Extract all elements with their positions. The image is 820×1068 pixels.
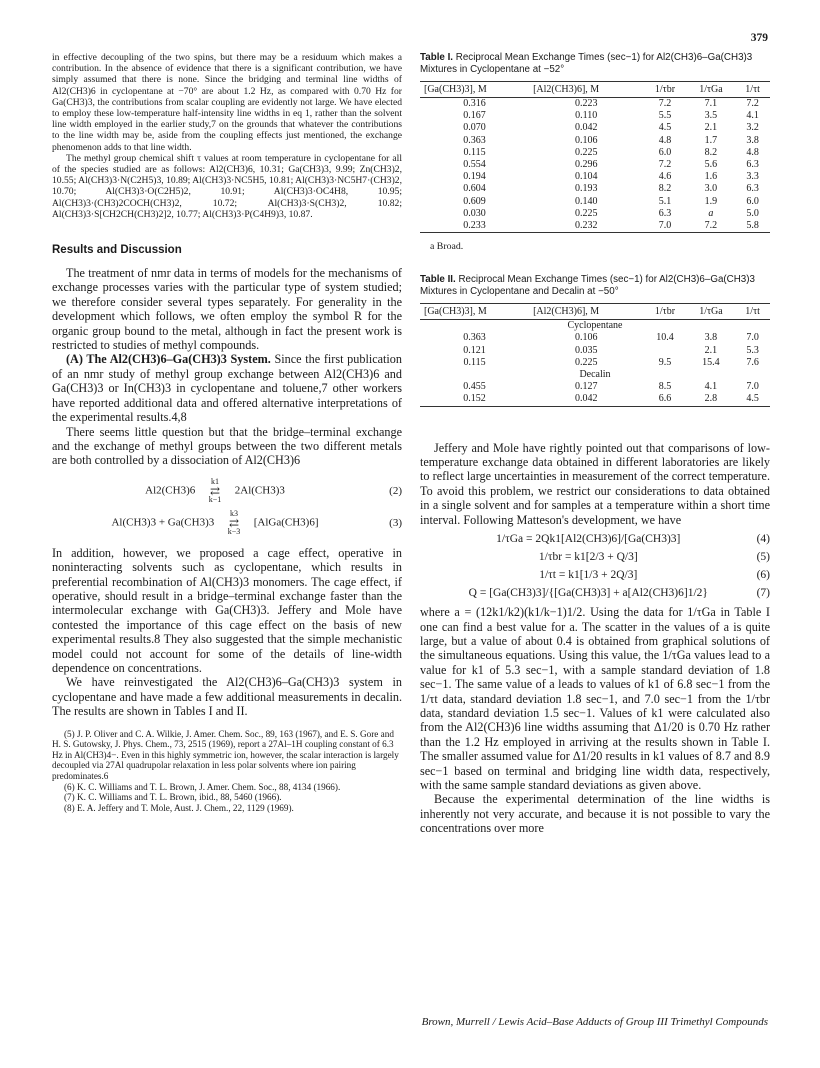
equation-body: 1/τt = k1[1/3 + 2Q/3] — [539, 569, 638, 582]
right-paragraph-3: Because the experimental determination of the line widths is inherently not very accurate, and because it is not possible to vary the concentrations over more — [420, 792, 770, 836]
table-cell: 0.115 — [463, 356, 486, 368]
subheading-label: Cyclopentane — [567, 320, 623, 332]
equation-7 — [420, 587, 770, 599]
table-cell: 15.4 — [702, 356, 720, 368]
table-cell: 0.316 — [463, 98, 486, 109]
table-cell: 7.2 — [658, 159, 672, 171]
table-cell: 5.0 — [746, 207, 759, 219]
table2-header: 1/τGa — [687, 304, 736, 320]
table-cell: 7.2 — [746, 98, 759, 109]
eq3-left: Al(CH3)3 + Ga(CH3)3 — [111, 516, 215, 529]
equation-4 — [420, 533, 770, 545]
table-cell: 0.225 — [574, 207, 598, 219]
table-cell: 6.3 — [746, 159, 759, 171]
table2-header: [Al2(CH3)6], M — [529, 304, 643, 320]
table-cell: 9.5 — [658, 356, 672, 368]
table-row — [420, 208, 770, 220]
table-cell: 0.604 — [463, 183, 486, 195]
right-paragraph-1: Jeffery and Mole have rightly pointed out that comparisons of low-temperature exchange data obtained in different laboratories are likely to reflect large uncertainties in measurement of the correct temperature. To avoid this problem, we restrict our considerations to data obtained in a single solvent and for samples at a temperature within a short time interval. Following Matteson's development, we have — [420, 440, 770, 527]
table-2 — [420, 303, 770, 406]
table-cell: 0.106 — [574, 134, 598, 146]
footnotes — [52, 729, 402, 814]
table-cell: 3.3 — [746, 171, 759, 183]
equation-body: 1/τbr = k1[2/3 + Q/3] — [538, 551, 638, 564]
table-cell: 0.152 — [420, 393, 529, 406]
eq3-number: (3) — [389, 516, 402, 529]
table-cell: 6.0 — [746, 195, 759, 207]
table-cell: 2.1 — [704, 122, 718, 134]
table-cell: 5.5 — [658, 110, 672, 122]
table-row — [420, 345, 770, 357]
table-cell: 3.8 — [746, 134, 759, 146]
table-cell: 0.035 — [574, 344, 598, 356]
table-cell: 1.7 — [704, 134, 718, 146]
table-row — [420, 135, 770, 147]
table-row — [420, 183, 770, 195]
intro-paragraph: in effective decoupling of the two spins, but there may be a residuum which makes a contribution. In the absence of evidence that there is a significant contribution, we have simply assumed that there is none. Since the bridging and terminal line widths of Al2(CH3)6 in cyclopentane at −70° are about 1.2 Hz, as compared with 0.70 Hz for Ga(CH3)3, the contributions from scalar coupling are evidently not large. We have elected to employ these low-temperature half-intensity line widths in eq 1, rather than the solvent line width employed in the earlier study,7 on the grounds that whatever the contributions to the line width may be, aside from the coupling effects just mentioned, the exchange phenomenon adds to that line width. — [52, 52, 402, 153]
left-column — [52, 52, 402, 813]
table2-header: 1/τt — [735, 304, 770, 320]
table1-header: 1/τGa — [687, 82, 736, 98]
table-cell: 5.8 — [735, 220, 770, 233]
equation-number: (4) — [756, 533, 770, 546]
right-paragraph-2: where a = (12k1/k2)(k1/k−1)1/2. Using the data for 1/τGa in Table I one can find a best value for a. The scatter in the values of a is quite large, but a value of about 0.4 is obtained from graphical solutions of the simultaneous equations. Using this value, the 1/τGa values lead to a value for k1 of 5.3 sec−1, with a sample standard deviation of 1.8 sec−1. The same value of a leads to values of k1 of 6.8 sec−1 from the 1/τt data, standard deviation 1.8 sec−1, and 7.0 sec−1 from the 1/τbr data, standard deviation 1.5 sec−1. Values of k1 were calculated also from the Al2(CH3)6 line widths assuming that Δ1/20 is 0.70 Hz rather than the 1.2 Hz employed in arriving at the results shown in Table I. The smaller assumed value for Δ1/20 results in k1 values of 8.7 and 8.9 sec−1 based on terminal and bridging line width data, respectively, with the same sample standard deviations as given above. — [420, 605, 770, 792]
equation-number: (7) — [756, 587, 770, 600]
table-cell: 4.5 — [658, 122, 672, 134]
body-paragraph-4: In addition, however, we proposed a cage effect, operative in noninteracting solvents such as cyclopentane, which results in preferential recombination of Al(CH3)3 monomers. The cage effect, if operative, should result in a bridge–terminal exchange faster than the intermolecular exchange with Ga(CH3)3. Jeffery and Mole have contested the importance of this cage effect on the basis of new experimental results.8 They also suggested that the simple mechanistic model could not account for some of the details of line-width dependence on concentrations. — [52, 545, 402, 675]
equation-number: (6) — [756, 569, 770, 582]
table-cell: 0.110 — [575, 110, 598, 122]
table1-body — [420, 98, 770, 233]
table-cell: 7.0 — [643, 220, 686, 233]
subheading-label: Decalin — [579, 369, 611, 381]
equilibrium-arrow-icon: k1 ⇄ k−1 — [198, 478, 232, 504]
footnote-7: (7) K. C. Williams and T. L. Brown, ibid., 88, 5460 (1966). — [64, 792, 282, 803]
table-cell: 0.233 — [420, 220, 529, 233]
footnote-5: (5) J. P. Oliver and C. A. Wilkie, J. Amer. Chem. Soc., 89, 163 (1967), and E. S. Gore and H. S. Gutowsky, J. Phys. Chem., 73, 2515 (1969), report a 27Al–1H coupling constant of 6.3 Hz in Al(CH3)4−. Even in this highly symmetric ion, however, the scalar interaction is largely decoupled via 27Al quadrupolar relaxation in less polar solvents where ion pairing predominates.6 — [52, 728, 399, 781]
eq2-right: 2Al(CH3)3 — [234, 484, 285, 497]
body-paragraph-3: There seems little question but that the bridge–terminal exchange and the exchange of methyl groups between the two different metals are both controlled by a dissociation of Al2(CH3)6 — [52, 424, 402, 468]
table1-header: [Al2(CH3)6], M — [529, 82, 643, 98]
table-row — [420, 332, 770, 344]
equilibrium-arrow-icon: k3 ⇄ k−3 — [217, 510, 251, 536]
table-cell: 7.2 — [687, 220, 736, 233]
eq3-right: [AlGa(CH3)6] — [253, 516, 319, 529]
table-row — [420, 110, 770, 122]
table-cell: 0.363 — [463, 332, 486, 344]
eq3-k-down: k−3 — [227, 526, 241, 536]
table-cell: 6.0 — [658, 146, 672, 158]
table-cell: 0.127 — [574, 381, 598, 393]
table-row — [420, 381, 770, 393]
table-row — [420, 171, 770, 183]
table-cell: 5.6 — [704, 159, 718, 171]
table-cell: 0.140 — [574, 195, 598, 207]
table1-footnote: a Broad. — [430, 241, 464, 253]
table-cell: 6.3 — [658, 207, 672, 219]
table-cell: 0.070 — [463, 122, 486, 134]
table2-header: [Ga(CH3)3], M — [420, 304, 529, 320]
table-cell: 3.0 — [704, 183, 718, 195]
table-cell: 0.104 — [574, 171, 598, 183]
table-cell: 6.6 — [643, 393, 686, 406]
table-cell: 7.0 — [746, 381, 759, 393]
table-cell: 0.225 — [574, 146, 598, 158]
eq2-number: (2) — [389, 484, 402, 497]
equation-3 — [52, 510, 402, 536]
table2-caption — [420, 274, 770, 297]
table-cell: 4.1 — [704, 381, 718, 393]
table-cell: 5.3 — [746, 344, 759, 356]
table-cell: 1.6 — [704, 171, 718, 183]
table1-header: 1/τbr — [643, 82, 686, 98]
table1-caption — [420, 52, 770, 75]
equation-6 — [420, 569, 770, 581]
equation-block — [420, 533, 770, 599]
table-cell: 0.106 — [574, 332, 598, 344]
footnote-8: (8) E. A. Jeffery and T. Mole, Aust. J. Chem., 22, 1129 (1969). — [64, 802, 294, 813]
footnote-6: (6) K. C. Williams and T. L. Brown, J. Amer. Chem. Soc., 88, 4134 (1966). — [64, 781, 341, 792]
table2-caption-text: Reciprocal Mean Exchange Times (sec−1) for Al2(CH3)6–Ga(CH3)3 Mixtures in Cyclopentane and Decalin at −50° — [420, 274, 755, 297]
table-cell: 2.1 — [704, 344, 718, 356]
table-cell: 3.2 — [746, 122, 759, 134]
table-subheading — [420, 369, 770, 381]
table-cell: 7.6 — [746, 356, 759, 368]
table-cell: 4.8 — [746, 146, 759, 158]
table-cell: 4.6 — [658, 171, 672, 183]
table-row — [420, 393, 770, 406]
table2-header: 1/τbr — [643, 304, 686, 320]
table-cell: 0.042 — [529, 393, 643, 406]
table-cell: 0.042 — [574, 122, 598, 134]
body-paragraph-2-text: Since the first publication of an nmr study of methyl group exchange between Al2(CH3)6 and Ga(CH3)3 or In(CH3)3 in cyclopentane and toluene,7 other workers have reported additional data and offered alternative interpretations of the experimental results.4,8 — [52, 352, 402, 425]
table-cell: 6.3 — [746, 183, 759, 195]
table-cell — [643, 345, 686, 357]
table-cell: 1.9 — [704, 195, 718, 207]
eq2-left: Al2(CH3)6 — [145, 484, 196, 497]
table1-header: 1/τt — [735, 82, 770, 98]
equation-5 — [420, 551, 770, 563]
table1-header: [Ga(CH3)3], M — [420, 82, 529, 98]
table-cell: 2.8 — [687, 393, 736, 406]
body-paragraph-1: The treatment of nmr data in terms of models for the mechanisms of exchange processes varies with the particular type of system studied; we therefore consider several types separately. For generality in the development which follows, we often employ the symbol R for the organic group bound to the metal, although in fact the present work is restricted to studies of methyl compounds. — [52, 266, 402, 353]
table-cell: 0.121 — [463, 344, 486, 356]
table-cell: 3.8 — [704, 332, 718, 344]
table-cell: 0.115 — [463, 146, 486, 158]
equation-number: (5) — [756, 551, 770, 564]
table1-caption-text: Reciprocal Mean Exchange Times (sec−1) for Al2(CH3)6–Ga(CH3)3 Mixtures in Cyclopentane at −52° — [420, 52, 753, 75]
table-row — [420, 147, 770, 159]
table-row — [420, 196, 770, 208]
table-cell: 0.194 — [463, 171, 486, 183]
table-cell: 8.2 — [658, 183, 672, 195]
table-row — [420, 122, 770, 134]
table-cell: 8.2 — [704, 146, 718, 158]
equation-body: 1/τGa = 2Qk1[Al2(CH3)6]/[Ga(CH3)3] — [496, 533, 681, 546]
table-cell: 0.554 — [463, 159, 486, 171]
system-label: (A) The Al2(CH3)6–Ga(CH3)3 System. — [66, 352, 271, 367]
table-cell: 7.2 — [658, 98, 672, 109]
table-row — [420, 159, 770, 171]
table-row — [420, 357, 770, 369]
table-cell: 8.5 — [658, 381, 672, 393]
body-paragraph-2 — [52, 352, 402, 424]
table-subheading — [420, 320, 770, 333]
equation-body: Q = [Ga(CH3)3]/{[Ga(CH3)3] + a[Al2(CH3)6]1/2} — [468, 587, 708, 600]
table-cell: 4.8 — [658, 134, 672, 146]
right-column — [420, 52, 770, 836]
page-number: 379 — [750, 32, 768, 44]
page-footer: Brown, Murrell / Lewis Acid–Base Adducts of Group III Trimethyl Compounds — [421, 1016, 768, 1028]
table-row — [420, 220, 770, 233]
table-cell: 0.167 — [463, 110, 486, 122]
table-cell: 4.5 — [735, 393, 770, 406]
table-cell: 0.455 — [463, 381, 486, 393]
eq3-k-up: k3 — [229, 508, 238, 518]
table-cell: 4.1 — [746, 110, 759, 122]
table-cell: 0.609 — [463, 195, 486, 207]
table2-body — [420, 320, 770, 406]
table-cell: 0.363 — [463, 134, 486, 146]
table-cell: 3.5 — [704, 110, 718, 122]
section-heading: Results and Discussion — [52, 244, 182, 257]
eq2-k-up: k1 — [211, 476, 219, 486]
table1-label: Table I. — [420, 52, 454, 63]
table-cell: 0.232 — [529, 220, 643, 233]
table-cell: 7.0 — [746, 332, 759, 344]
table-cell: 0.225 — [574, 356, 598, 368]
eq2-k-down: k−1 — [208, 494, 222, 504]
table-cell: 0.296 — [574, 159, 598, 171]
body-paragraph-5: We have reinvestigated the Al2(CH3)6–Ga(CH3)3 system in cyclopentane and have made a few additional measurements in decalin. The results are shown in Tables I and II. — [52, 675, 402, 719]
table-cell: 0.223 — [574, 98, 598, 109]
table-cell: 0.193 — [574, 183, 598, 195]
table-cell: 10.4 — [656, 332, 674, 344]
table-cell: a — [708, 207, 714, 219]
tau-values-paragraph: The methyl group chemical shift τ values at room temperature in cyclopentane for all of the species studied are as follows: Al2(CH3)6, 10.31; Ga(CH3)3, 9.99; Zn(CH3)2, 10.55; Al(CH3)3·N(C2H5)3, 10.89; Al(CH3)3·NC5H5, 10.81; Al(CH3)3·NC5H7·(CH3)2, 10.70; Al(CH3)3·O(C2H5)2, 10.91; Al(CH3)3·OC4H8, 10.95; Al(CH3)3·(CH3)2COCH(CH3)2, 10.72; Al(CH3)3·S(CH3)2, 10.82; Al(CH3)3·S[CH2CH(CH3)2]2, 10.77; Al(CH3)3·P(C4H9)3, 10.87. — [52, 152, 402, 220]
table-cell: 0.030 — [463, 207, 486, 219]
table-cell: 7.1 — [704, 98, 718, 109]
equation-2 — [52, 478, 402, 504]
table-1 — [420, 81, 770, 233]
table2-label: Table II. — [420, 274, 456, 286]
table-cell: 5.1 — [658, 195, 672, 207]
table-row — [420, 98, 770, 111]
